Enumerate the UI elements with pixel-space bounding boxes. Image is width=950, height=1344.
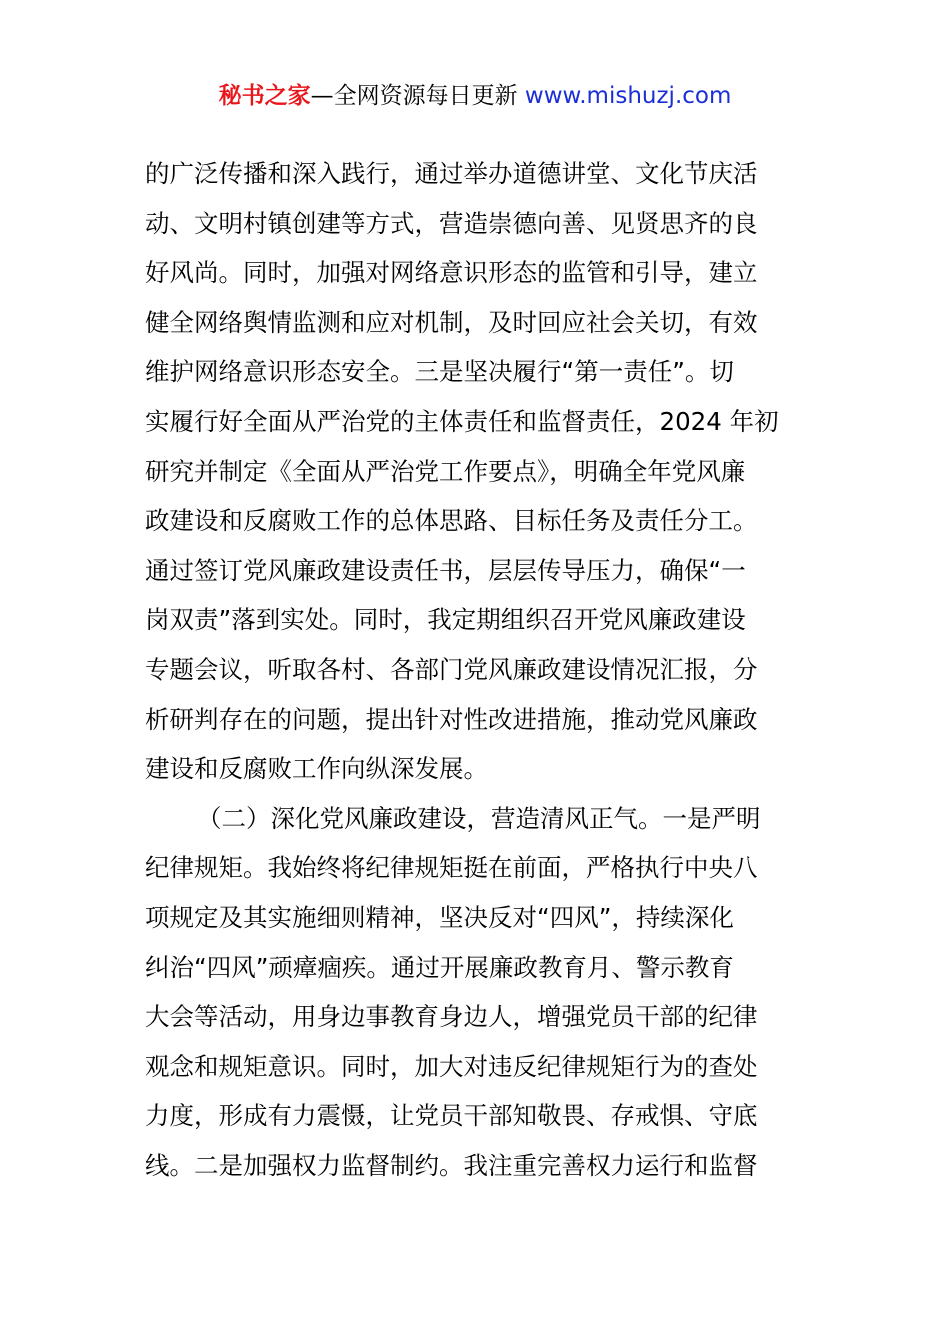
text-line: 维护网络意识形态安全。三是坚决履行“第一责任”。切: [145, 357, 734, 387]
text-line: 大会等活动，用身边事教育身边人，增强党员干部的纪律: [145, 1002, 758, 1032]
text-line: 通过签订党风廉政建设责任书，层层传导压力，确保“一: [145, 555, 746, 585]
text-line: 岗双责”落到实处。同时，我定期组织召开党风廉政建设: [145, 605, 746, 635]
text-line: 好风尚。同时，加强对网络意识形态的监管和引导，建立: [145, 258, 758, 288]
brand-name: 秘书之家: [218, 83, 311, 109]
page-header: [0, 80, 950, 112]
document-body: [145, 149, 810, 1190]
text-line: 力度，形成有力震慑，让党员干部知敬畏、存戒惧、守底: [145, 1101, 758, 1131]
site-url-link[interactable]: www.mishuzj.com: [524, 83, 732, 109]
text-line: 项规定及其实施细则精神，坚决反对“四风”，持续深化: [145, 902, 734, 932]
text-line: 实履行好全面从严治党的主体责任和监督责任，2024 年初: [145, 406, 779, 436]
text-line: 政建设和反腐败工作的总体思路、目标任务及责任分工。: [145, 506, 758, 536]
section-heading-line: （二）深化党风廉政建设，营造清风正气。一是严明: [197, 803, 761, 833]
text-line: 研究并制定《全面从严治党工作要点》，明确全年党风廉: [145, 456, 746, 486]
text-line: 析研判存在的问题，提出针对性改进措施，推动党风廉政: [145, 704, 758, 734]
text-line: 动、文明村镇创建等方式，营造崇德向善、见贤思齐的良: [145, 208, 758, 238]
text-line: 纠治“四风”顽瘴痼疾。通过开展廉政教育月、警示教育: [145, 952, 734, 982]
text-line: 观念和规矩意识。同时，加大对违反纪律规矩行为的查处: [145, 1051, 758, 1081]
text-line: 建设和反腐败工作向纵深发展。: [145, 754, 488, 784]
text-line: 专题会议，听取各村、各部门党风廉政建设情况汇报，分: [145, 654, 758, 684]
text-line: 线。二是加强权力监督制约。我注重完善权力运行和监督: [145, 1150, 758, 1180]
text-line: 健全网络舆情监测和应对机制，及时回应社会关切，有效: [145, 307, 758, 337]
header-tagline: —全网资源每日更新: [310, 83, 525, 109]
text-line: 的广泛传播和深入践行，通过举办道德讲堂、文化节庆活: [145, 159, 758, 188]
text-line: 纪律规矩。我始终将纪律规矩挺在前面，严格执行中央八: [145, 853, 758, 883]
